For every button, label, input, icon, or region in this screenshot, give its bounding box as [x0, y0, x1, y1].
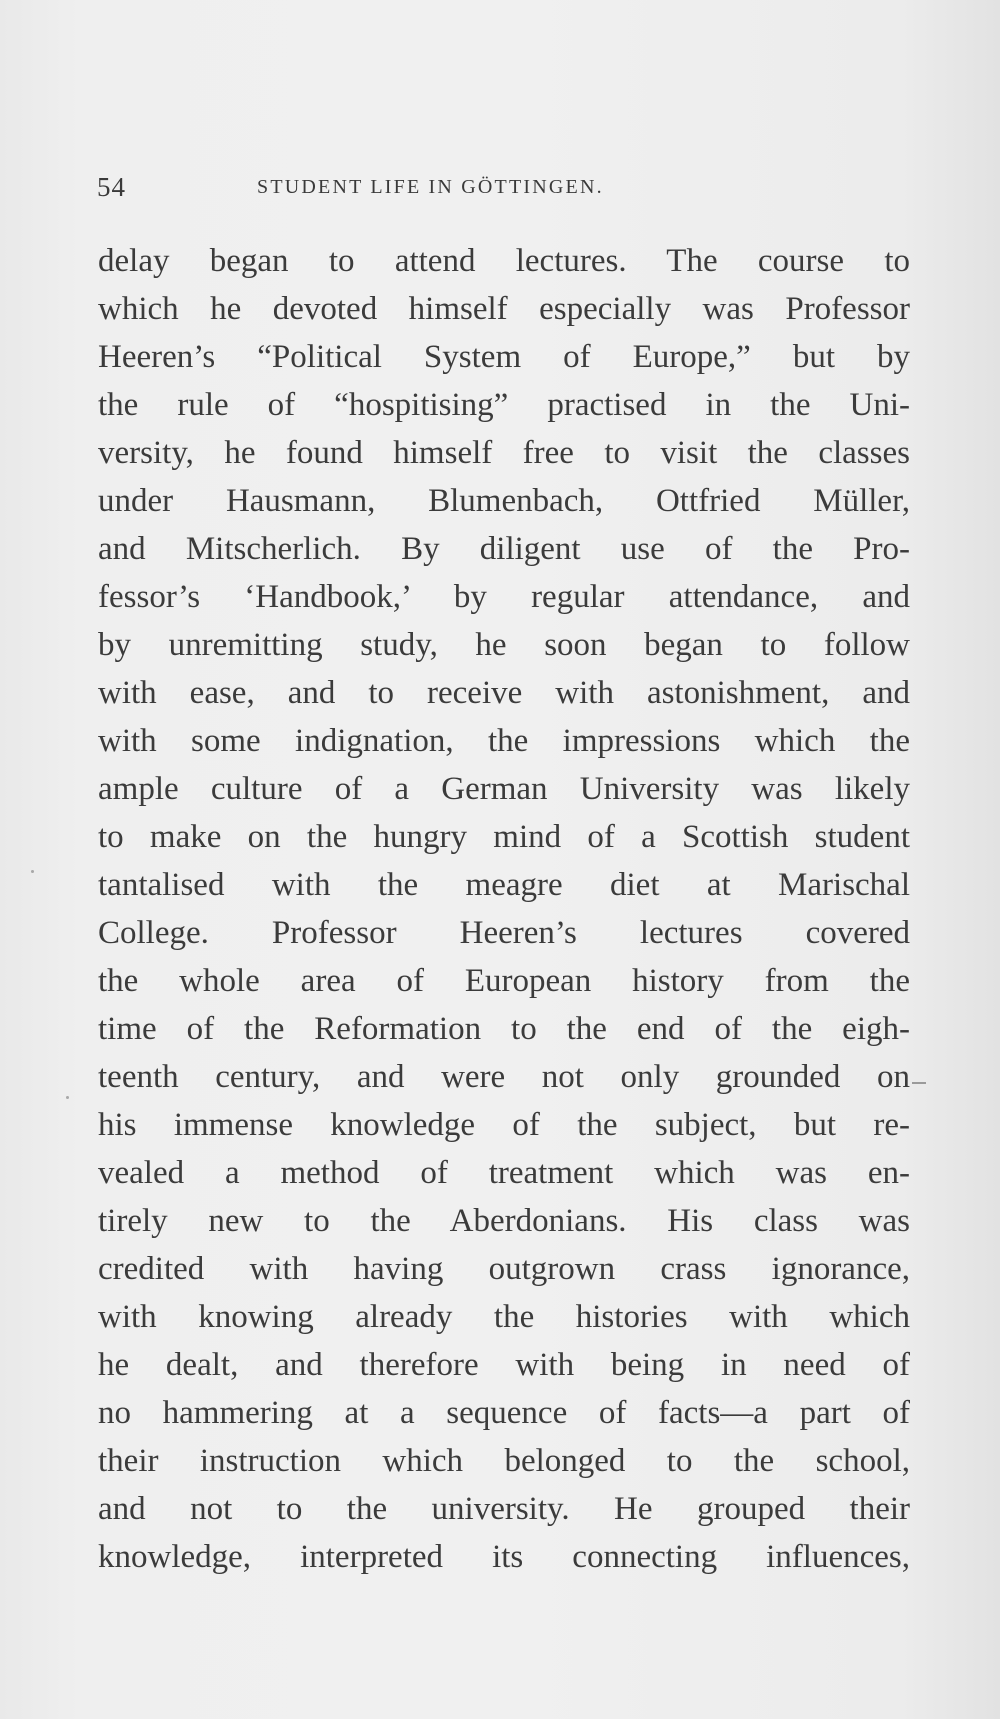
text-line: time of the Reformation to the end of the eigh-: [98, 1011, 910, 1047]
text-line: vealed a method of treatment which was en-: [98, 1155, 910, 1191]
text-line: ample culture of a German University was likely: [98, 771, 910, 807]
text-line: the rule of “hospitising” practised in the Uni-: [98, 387, 910, 423]
text-line: tirely new to the Aberdonians. His class was: [98, 1203, 910, 1239]
text-line: with ease, and to receive with astonishment, and: [98, 675, 910, 711]
text-line: teenth century, and were not only grounded on: [98, 1059, 910, 1095]
text-line: versity, he found himself free to visit the classes: [98, 435, 910, 471]
page-header: [97, 172, 912, 212]
text-line: knowledge, interpreted its connecting influences,: [98, 1539, 910, 1575]
text-line: College. Professor Heeren’s lectures covered: [98, 915, 910, 951]
text-line: their instruction which belonged to the school,: [98, 1443, 910, 1479]
text-line: by unremitting study, he soon began to follow: [98, 627, 910, 663]
text-line: with some indignation, the impressions which the: [98, 723, 910, 759]
text-line: to make on the hungry mind of a Scottish student: [98, 819, 910, 855]
text-line: with knowing already the histories with which: [98, 1299, 910, 1335]
body-text: [98, 237, 910, 1581]
paper-speck: [66, 1096, 69, 1099]
text-line: and Mitscherlich. By diligent use of the Pro-: [98, 531, 910, 567]
paper-speck: [31, 870, 34, 873]
text-line: the whole area of European history from the: [98, 963, 910, 999]
text-line: his immense knowledge of the subject, but re-: [98, 1107, 910, 1143]
page-number: 54: [97, 172, 126, 202]
text-line: no hammering at a sequence of facts—a part of: [98, 1395, 910, 1431]
text-line: tantalised with the meagre diet at Marischal: [98, 867, 910, 903]
text-line: under Hausmann, Blumenbach, Ottfried Müller,: [98, 483, 910, 519]
text-line: which he devoted himself especially was Professor: [98, 291, 910, 327]
text-line: credited with having outgrown crass ignorance,: [98, 1251, 910, 1287]
text-line: delay began to attend lectures. The course to: [98, 243, 910, 279]
margin-mark: [912, 1082, 926, 1084]
text-line: Heeren’s “Political System of Europe,” but by: [98, 339, 910, 375]
text-line: he dealt, and therefore with being in need of: [98, 1347, 910, 1383]
text-line: and not to the university. He grouped their: [98, 1491, 910, 1527]
text-line: fessor’s ‘Handbook,’ by regular attendance, and: [98, 579, 910, 615]
running-head: STUDENT LIFE IN GÖTTINGEN.: [257, 176, 604, 198]
